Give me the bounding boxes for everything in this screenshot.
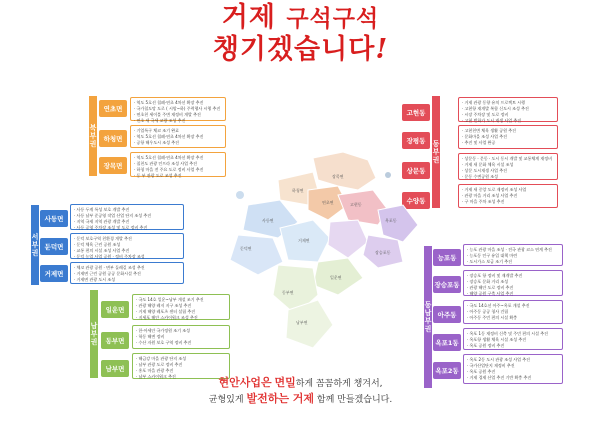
title-small: 구석구석 [286,6,380,32]
bottom-slogan-line1 [0,376,601,391]
south-label-1: 동부면 [101,332,129,349]
map-label-3: 사등면 [262,218,274,223]
north-box-2: · 역도 5호선 철폐·연초 4차선 확장 추진 · 칠천도 관광 인프라 조성 사업 추진 · 하청 마을 전 주요 도로 정비 사업 추진 · 동 부 관광 도로 조성 추진 [130,152,226,177]
map-label-0: 장목면 [332,174,344,179]
south-box-0: · 국도 14호 일운~남부 개설 조기 추진 · 관광 해양 레저 지구 조성 추진 · 거제 해양 레포츠 센터 설립 추진 · 지세포 해안 스카이워크 조성 추진 [132,294,230,320]
map-islet [236,191,244,199]
map-label-5: 거제면 [298,238,310,243]
slogan-hl3: 발전하는 거제 [246,392,315,405]
west-label-0: 사등면 [40,210,68,227]
south-region-bar: 남부권 [90,290,98,378]
west-label-2: 거제면 [40,265,68,282]
map-label-2: 연초면 [322,200,334,205]
southeast-box-0: · 능포 관광 마을 조성 · 전국 관광 코스 연계 추진 · 능포동 인구 유입 대책 마련 · 도시가스 보급 조기 추진 [463,244,563,266]
map-islet [385,172,391,178]
southeast-box-4: · 옥포 2동 도시 관광 조성 사업 추진 · 국가산업단지 재정비 추진 · 옥포 공원 추진 · 거제 경제 산업 추진 기반 확충 추진 [463,354,563,384]
page-title-line2 [0,34,601,65]
bottom-slogan-line2 [0,392,601,407]
map-label-8: 일운면 [330,275,342,280]
east-box-1: · 고현천변 체육 생활 공원 추진 · 문화마을 조성 사업 추진 · 추진 및 사업 완공 [458,125,558,149]
west-box-1: · 둔덕 보호구역 친환경 개발 추진 · 둔덕 체육 근린 공원 조성 · 교통 편의 시설 조성 사업 추진 · 둔덕 농업 사업 공원 · 정비 주차장 조성 [70,233,184,259]
southeast-region-bar: 동남부권 [424,246,432,388]
north-region-bar: 북부권 [89,96,97,176]
west-box-0: · 사등 두계 특성 보호 개발 추진 · 사등 남부 준공영 작업 산업 단지 조성 추진 · 지역 국제 지역 관광 개발 추진 · 사등 공영 주차장 조성 및 도로 정비 추진 [70,204,184,230]
south-label-2: 남부면 [101,360,129,377]
north-box-1: · 기업특구 체코 조기 완료 · 역도 5호선 철폐·연초 4차선 확장 추진 · 공항 해우도시 조성 추진 [130,125,226,148]
southeast-label-3: 옥포1동 [433,334,461,351]
east-region-bar: 동부권 [432,96,440,208]
slogan-t2: 균형있게 [208,395,244,405]
title-big: 거제 [221,2,276,33]
southeast-label-2: 아주동 [433,306,461,323]
west-label-1: 둔덕면 [40,238,68,255]
east-box-0: · 거제 관광 동향 유치 프로젝트 시행 · 고현항 재개발 복합 신도시 조성 추진 · 시장 주차장 및 도로 정비 · 고현 번화가 도시 재생 사업 추진 [458,97,558,122]
southeast-label-4: 옥포2동 [433,362,461,379]
map-area-dundeok [230,235,283,275]
title-exclaim: ! [375,34,389,65]
map-area-jangmok [313,152,376,190]
north-label-1: 하청면 [99,130,127,147]
map-label-9: 옥포동 [385,218,397,223]
north-label-2: 장목면 [99,157,127,174]
east-box-2: · 상문동 · 문동 · 도시 동시 개발 및 교통체계 재정비 · 거제 새 문화 체육 시설 조성 · 상문 도시재생 사업 추진 · 문동 수변공원 조성 [458,153,558,180]
map-area-okpo [378,205,418,242]
southeast-label-0: 능포동 [433,249,461,266]
east-label-1: 장평동 [402,132,430,149]
east-box-3: · 거제 새 중앙 도로 재정비 조성 사업 · 관광 마을 거리 조성 사업 추진 · 구 마을 주차 조성 추진 [458,184,558,208]
west-box-2: · 체코 관광 공원 · 면부 둘레길 조성 추진 · 거제면 근린 공원 공공 문화시설 추진 · 거제면 관광 도시 조성 [70,262,184,284]
east-label-3: 수양동 [402,192,430,209]
west-region-bar: 서부권 [31,205,39,285]
map-label-6: 동부면 [282,290,294,295]
north-label-0: 연초면 [99,100,127,117]
map-area-aju [328,220,368,258]
map-label-7: 남부면 [296,320,308,325]
map-label-1: 하청면 [292,188,304,193]
south-label-0: 일운면 [101,301,129,318]
south-box-1: · 한·아세안 국가정원 조기 조성 · 학동 해변 정비 · 수산 자원 보호 구역 정비 추진 [132,325,230,349]
map-label-11: 고현동 [350,202,362,207]
southeast-label-1: 장승포동 [433,276,461,293]
slogan-hl2: 면밀 [274,376,296,389]
southeast-box-2: · 국도 14호선 아주~옥포 개설 추진 · 아주동 공공 청사 건립 · 아주동 주민 편의 시설 확충 [463,300,563,324]
east-label-2: 상문동 [402,162,430,179]
slogan-hl1: 현안사업은 [218,376,272,389]
map-label-10: 장승포동 [375,250,391,255]
slogan-t3: 함께 만들겠습니다. [316,395,393,405]
slogan-t1: 하게 꼼꼼하게 챙겨서, [295,379,383,389]
map-label-4: 둔덕면 [240,246,252,251]
south-box-2: · 해금강 마을 관광 단지 조성 · 남부 관광 도로 정비 추진 · 홍포 마을 관광 추진 · 남부 스카이워크 추진 [132,353,230,379]
page-title-line1 [0,2,601,35]
title-line2-text: 챙기겠습니다 [212,34,376,65]
southeast-box-3: · 옥포 1동 재정비 신축 및 주민 편의 시설 추진 · 옥포항 생활 체육 시설 조성 추진 · 옥포 공원 정비 추진 [463,328,563,350]
north-box-0: · 역도 5호선 철폐·연초 4차선 확장 추진 · 국가철도망 도로 ( 시암~하) 주력행사 시행 추진 · 연초천 세이블 주변 재정비 개발 추진 · 연초 새 국세 교량 조성 추진 [130,97,226,121]
east-label-0: 고현동 [402,104,430,121]
southeast-box-1: · 장승포 항 정비 및 재개발 추진 · 장승포 문화 거리 조성 · 관광 해안 도로 정비 추진 · 해양 공원 구축 사업 추진 [463,270,563,296]
